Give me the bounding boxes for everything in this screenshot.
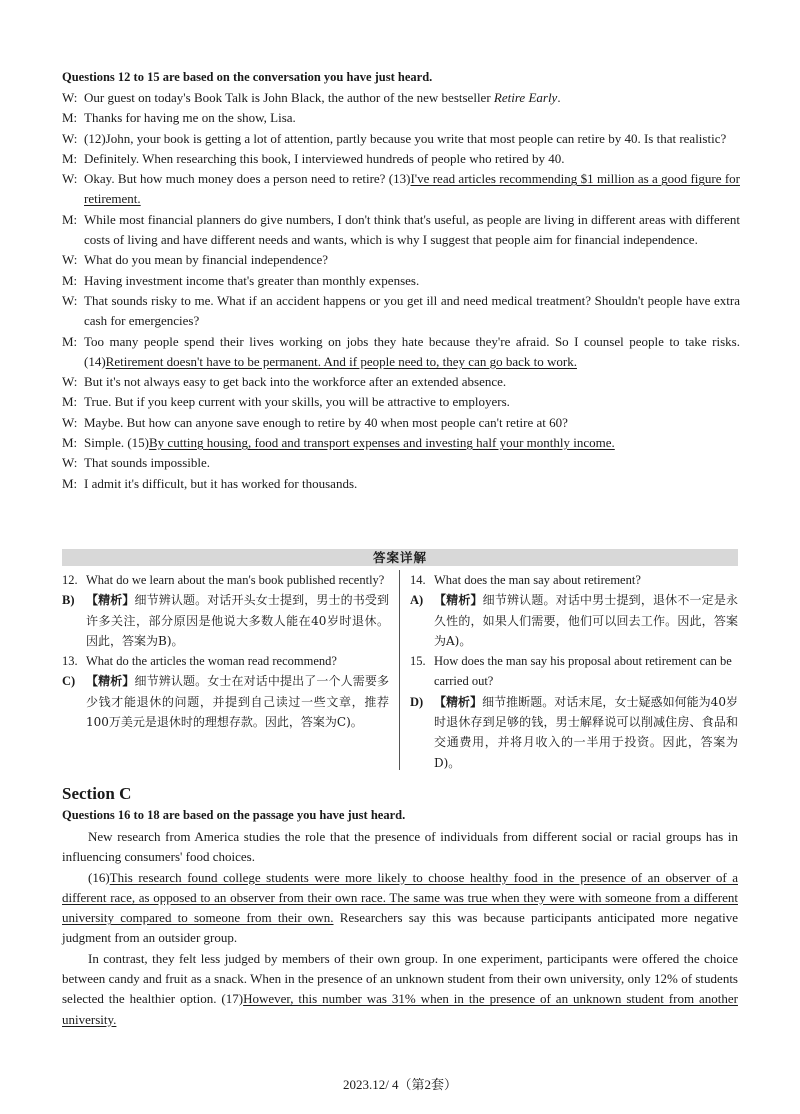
dialogue-line bbox=[62, 271, 740, 291]
underlined-answer: Retirement doesn't have to be permanent. And if people need to, they can go back to work. bbox=[105, 353, 577, 369]
utterance-text: True. But if you keep current with your skills, you will be attractive to employers. bbox=[84, 394, 510, 410]
analysis-tag: 【精析】 bbox=[86, 593, 135, 608]
passage-text: In contrast, they felt less judged by members of their own group. In one experiment, participants were offered the choice between candy and fruit as a snack. When in the presence of an unknown student from their own university, only 12% of students selected the healthier option. (17) bbox=[62, 950, 738, 1007]
explanation-text: 细节辨认题。对话开头女士提到，男士的书受到许多关注，部分原因是他说大多数人能在40岁时退休。因此，答案为B)。 bbox=[86, 593, 389, 648]
question-item bbox=[62, 651, 389, 671]
answer-banner: 答案详解 bbox=[62, 549, 738, 566]
utterance bbox=[84, 453, 740, 473]
dialogue-line bbox=[62, 169, 740, 210]
speaker-label: W: bbox=[62, 414, 78, 430]
dialogue-line bbox=[62, 129, 740, 149]
question-text: What do the articles the woman read recommend? bbox=[86, 654, 337, 669]
answer-letter: C) bbox=[62, 674, 76, 689]
utterance bbox=[84, 413, 740, 433]
passage-paragraph-3 bbox=[62, 949, 738, 1030]
speaker-label: M: bbox=[62, 394, 78, 410]
answer-explanation bbox=[86, 590, 389, 651]
question-text: What does the man say about retirement? bbox=[434, 573, 641, 587]
question-text: What do we learn about the man's book published recently? bbox=[86, 573, 385, 587]
dialogue-line bbox=[62, 332, 740, 373]
utterance-text: But it's not always easy to get back into the workforce after an extended absence. bbox=[84, 374, 507, 390]
answer-letter: B) bbox=[62, 593, 75, 608]
passage-heading: Questions 16 to 18 are based on the passage you have just heard. bbox=[62, 808, 406, 822]
page-footer: 2023.12/ 4（第2套） bbox=[342, 1077, 458, 1092]
utterance-text: That sounds impossible. bbox=[84, 455, 211, 471]
question-item bbox=[410, 570, 738, 590]
answer-item bbox=[62, 671, 389, 732]
utterance bbox=[84, 271, 740, 291]
speaker-label: M: bbox=[62, 150, 78, 166]
speaker-label: W: bbox=[62, 171, 78, 187]
explanation-text: 细节推断题。对话末尾，女士疑惑如何能为40岁时退休存到足够的钱，男士解释说可以削减住房、食品和交通费用，并将月收入的一半用于投资。因此，答案为D)。 bbox=[434, 694, 738, 770]
answer-explanation bbox=[86, 671, 389, 732]
question-number: 14. bbox=[410, 573, 426, 587]
dialogue-heading: Questions 12 to 15 are based on the conversation you have just heard. bbox=[62, 70, 433, 84]
utterance-text: Our guest on today's Book Talk is John Black, the author of the new bestseller bbox=[84, 90, 494, 105]
question-item bbox=[410, 651, 738, 692]
dialogue-line bbox=[62, 392, 740, 412]
utterance bbox=[84, 169, 740, 210]
question-item bbox=[62, 570, 389, 590]
dialogue-line bbox=[62, 291, 740, 332]
utterance bbox=[84, 392, 740, 412]
underlined-answer: By cutting housing, food and transport expenses and investing half your monthly income. bbox=[149, 435, 615, 451]
question-marker: (16) bbox=[88, 869, 110, 885]
dialogue-transcript bbox=[62, 88, 740, 494]
dialogue-line bbox=[62, 149, 740, 169]
speaker-label: W: bbox=[62, 90, 78, 105]
utterance-text: Definitely. When researching this book, I interviewed hundreds of people who retired by 40. bbox=[84, 150, 565, 166]
answer-explanation bbox=[434, 692, 738, 773]
answer-letter: D) bbox=[410, 694, 424, 709]
speaker-label: W: bbox=[62, 252, 78, 268]
analysis-tag: 【精析】 bbox=[434, 694, 483, 709]
dialogue-line bbox=[62, 433, 740, 453]
speaker-label: M: bbox=[62, 272, 78, 288]
underlined-answer: This research found college students were more likely to choose healthy food in the presence of an observer of a different race, as opposed to an observer from their own race. The same was true when they were with someone from a different university compared to someone from their own. bbox=[62, 869, 738, 926]
dialogue-line bbox=[62, 250, 740, 270]
answer-explanation bbox=[434, 590, 738, 651]
analysis-tag: 【精析】 bbox=[86, 674, 135, 689]
utterance-text: That sounds risky to me. What if an accident happens or you get ill and need medical treatment? Shouldn't people have extra cash for emergencies? bbox=[84, 292, 740, 329]
utterance-text: . bbox=[557, 90, 561, 105]
speaker-label: W: bbox=[62, 374, 78, 390]
answer-letter: A) bbox=[410, 593, 424, 608]
speaker-label: M: bbox=[62, 333, 78, 349]
utterance-text: Having investment income that's greater than monthly expenses. bbox=[84, 272, 420, 288]
book-title: Retire Early bbox=[493, 90, 558, 105]
utterance bbox=[84, 433, 740, 453]
utterance bbox=[84, 291, 740, 332]
passage bbox=[62, 827, 738, 1030]
utterance-text: I admit it's difficult, but it has worked for thousands. bbox=[84, 475, 358, 491]
explanation-text: 细节辨认题。对话中男士提到，退休不一定是永久性的，如果人们需要，他们可以回去工作。因此，答案为A)。 bbox=[434, 593, 738, 648]
utterance bbox=[84, 372, 740, 392]
utterance-text: Too many people spend their lives working on jobs they hate because they're afraid. So I counsel people to take risks. (14) bbox=[84, 333, 740, 369]
dialogue-line bbox=[62, 108, 740, 128]
passage-text: Researchers say this was because participants anticipated more negative judgment from an outsider group. bbox=[62, 910, 738, 946]
utterance-text: (12)John, your book is getting a lot of attention, partly because you write that most people can retire by 40. Is that realistic? bbox=[84, 130, 727, 146]
dialogue-line bbox=[62, 88, 740, 108]
speaker-label: M: bbox=[62, 211, 78, 227]
question-number: 12. bbox=[62, 573, 78, 587]
utterance bbox=[84, 129, 740, 149]
answer-item bbox=[410, 692, 738, 773]
dialogue-line bbox=[62, 453, 740, 473]
utterance bbox=[84, 332, 740, 373]
utterance bbox=[84, 149, 740, 169]
utterance-text: While most financial planners do give numbers, I don't think that's useful, as people are living in different areas with different costs of living and have different needs and wants, which is why I suggest that people aim for financial independence. bbox=[84, 211, 740, 248]
utterance-text: Simple. (15) bbox=[84, 435, 149, 451]
utterance bbox=[84, 474, 740, 494]
dialogue-line bbox=[62, 474, 740, 494]
underlined-answer: However, this number was 31% when in the presence of an unknown student from another university. bbox=[62, 991, 738, 1027]
section-title: Section C bbox=[62, 784, 132, 803]
analysis-tag: 【精析】 bbox=[434, 593, 483, 608]
explanation-text: 细节辨认题。女士在对话中提出了一个人需要多少钱才能退休的问题，并提到自己读过一些文章，推荐100万美元是退休时的理想存款。因此，答案为C)。 bbox=[86, 674, 389, 730]
dialogue-line bbox=[62, 210, 740, 251]
passage-paragraph-2 bbox=[62, 868, 738, 949]
dialogue-line bbox=[62, 413, 740, 433]
utterance bbox=[84, 88, 740, 108]
answer-item bbox=[410, 590, 738, 651]
utterance-text: Thanks for having me on the show, Lisa. bbox=[84, 110, 296, 126]
utterance-text: Maybe. But how can anyone save enough to retire by 40 when most people can't retire at 60? bbox=[84, 414, 568, 430]
speaker-label: W: bbox=[62, 130, 78, 146]
speaker-label: W: bbox=[62, 292, 78, 308]
utterance bbox=[84, 210, 740, 251]
answer-column-left bbox=[62, 570, 400, 770]
underlined-answer: I've read articles recommending $1 million as a good figure for retirement. bbox=[84, 171, 740, 207]
speaker-label: M: bbox=[62, 475, 78, 491]
dialogue-line bbox=[62, 372, 740, 392]
utterance-text: Okay. But how much money does a person need to retire? (13) bbox=[84, 171, 411, 187]
question-number: 13. bbox=[62, 654, 78, 669]
speaker-label: M: bbox=[62, 435, 78, 451]
speaker-label: W: bbox=[62, 455, 78, 471]
answer-column-right bbox=[400, 570, 738, 770]
question-text: How does the man say his proposal about retirement can be carried out? bbox=[434, 654, 732, 689]
utterance bbox=[84, 108, 740, 128]
question-number: 15. bbox=[410, 654, 426, 669]
answer-item bbox=[62, 590, 389, 651]
speaker-label: M: bbox=[62, 110, 78, 126]
utterance bbox=[84, 250, 740, 270]
passage-paragraph-1: New research from America studies the role that the presence of individuals from different social or racial groups has in influencing consumers' food choices. bbox=[62, 829, 738, 865]
utterance-text: What do you mean by financial independence? bbox=[84, 252, 329, 268]
answer-explanations bbox=[62, 570, 738, 770]
